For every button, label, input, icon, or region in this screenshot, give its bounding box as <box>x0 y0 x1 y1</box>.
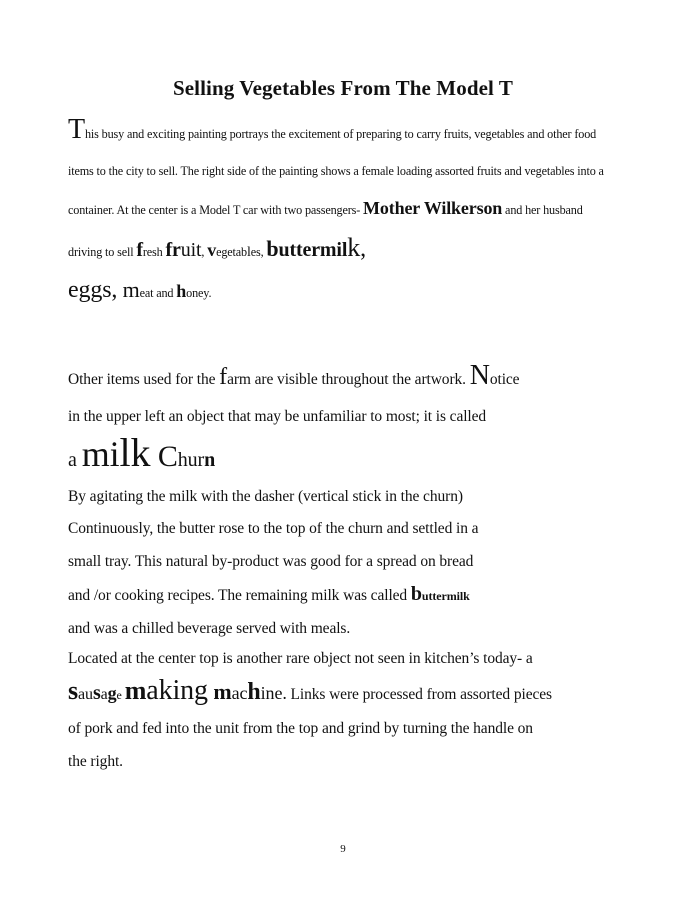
text-line <box>68 673 623 713</box>
emphasis-word: uit <box>180 239 202 261</box>
emphasis-word: mi <box>81 433 120 474</box>
text-line: Continuously, the butter rose to the top of the churn and settled in a <box>68 520 479 537</box>
text-line: and was a chilled beverage served with meals. <box>68 619 351 637</box>
emphasis-letter: fr <box>165 239 181 261</box>
emphasis-letter: h <box>176 281 187 301</box>
emphasis-letter: C <box>150 439 178 473</box>
text-run: a <box>68 448 82 471</box>
text-run: his busy and exciting painting portrays the excitement of preparing to carry fruits, vegetables and other food items to the city to sell. The right side of the painting shows a female loading assorted fruits and vegetables into a container. At the center is a Model T car with two passengers- <box>68 127 604 217</box>
emphasis-word: eggs, <box>68 277 118 303</box>
text-run: es, <box>250 245 267 259</box>
drop-cap: T <box>68 114 85 145</box>
text-line: Located at the center top is another rare object not seen in kitchen’s today- a <box>68 650 533 667</box>
emphasis-letter: g <box>107 683 117 703</box>
text-run: ine. <box>260 683 287 703</box>
emphasis-letter: f <box>136 239 143 261</box>
text-run: , <box>360 236 366 262</box>
text-run: and /or cooking recipes. The remaining milk was called <box>68 587 411 604</box>
emphasis-letter: n <box>204 448 216 471</box>
intro-paragraph <box>68 116 613 312</box>
text-run: egetab <box>216 245 247 259</box>
text-run: and her husband driving to sell <box>68 203 583 259</box>
emphasis-letter: m <box>207 679 232 704</box>
emphasis-letter: h <box>247 679 261 705</box>
emphasis-name: Mother Wilkerson <box>363 198 503 218</box>
emphasis-word: hur <box>177 448 205 471</box>
text-line: of pork and fed into the unit from the top and grind by turning the handle on <box>68 720 533 737</box>
emphasis-letter: b <box>266 236 279 261</box>
emphasis-letter: f <box>219 364 228 390</box>
page-number: 9 <box>340 843 346 855</box>
emphasis-letter: b <box>410 583 422 605</box>
emphasis-word: aking <box>146 675 208 706</box>
text-run: eat and <box>139 286 177 300</box>
text-run: otice <box>489 371 520 388</box>
emphasis-letter: m <box>124 676 147 705</box>
text-line: small tray. This natural by-product was good for a spread on bread <box>68 552 474 570</box>
text-run: a <box>100 686 108 703</box>
emphasis-letter: m <box>117 277 140 302</box>
text-run: au <box>78 686 93 703</box>
text-run: ac <box>231 683 248 703</box>
emphasis-word: uttermilk <box>421 589 470 603</box>
text-run: arm are visible throughout the artwork. <box>227 371 470 388</box>
text-run: resh <box>142 245 166 259</box>
text-run: e <box>116 688 125 702</box>
emphasis-word: uttermil <box>278 239 348 261</box>
emphasis-letter: s <box>92 682 101 704</box>
emphasis-letter: k <box>347 233 361 262</box>
text-run: Links were processed from assorted pieces <box>286 686 552 703</box>
text-run: oney. <box>186 286 212 300</box>
text-line: By agitating the milk with the dasher (vertical stick in the churn) <box>68 487 463 505</box>
emphasis-letter: s <box>68 676 79 705</box>
text-run: Other items used for the <box>68 371 220 388</box>
emphasis-letter: l <box>246 245 251 260</box>
text-run: , <box>201 245 208 259</box>
body-paragraph <box>68 355 623 778</box>
emphasis-letter: N <box>469 360 490 391</box>
text-line <box>68 578 623 613</box>
text-line: the right. <box>68 752 123 770</box>
page-title: Selling Vegetables From The Model T <box>172 76 514 100</box>
text-line: in the upper left an object that may be unfamiliar to most; it is called <box>68 408 487 425</box>
emphasis-letter: v <box>207 240 217 260</box>
text-line <box>68 429 623 481</box>
emphasis-word: lk <box>119 429 151 475</box>
text-line <box>68 355 623 401</box>
